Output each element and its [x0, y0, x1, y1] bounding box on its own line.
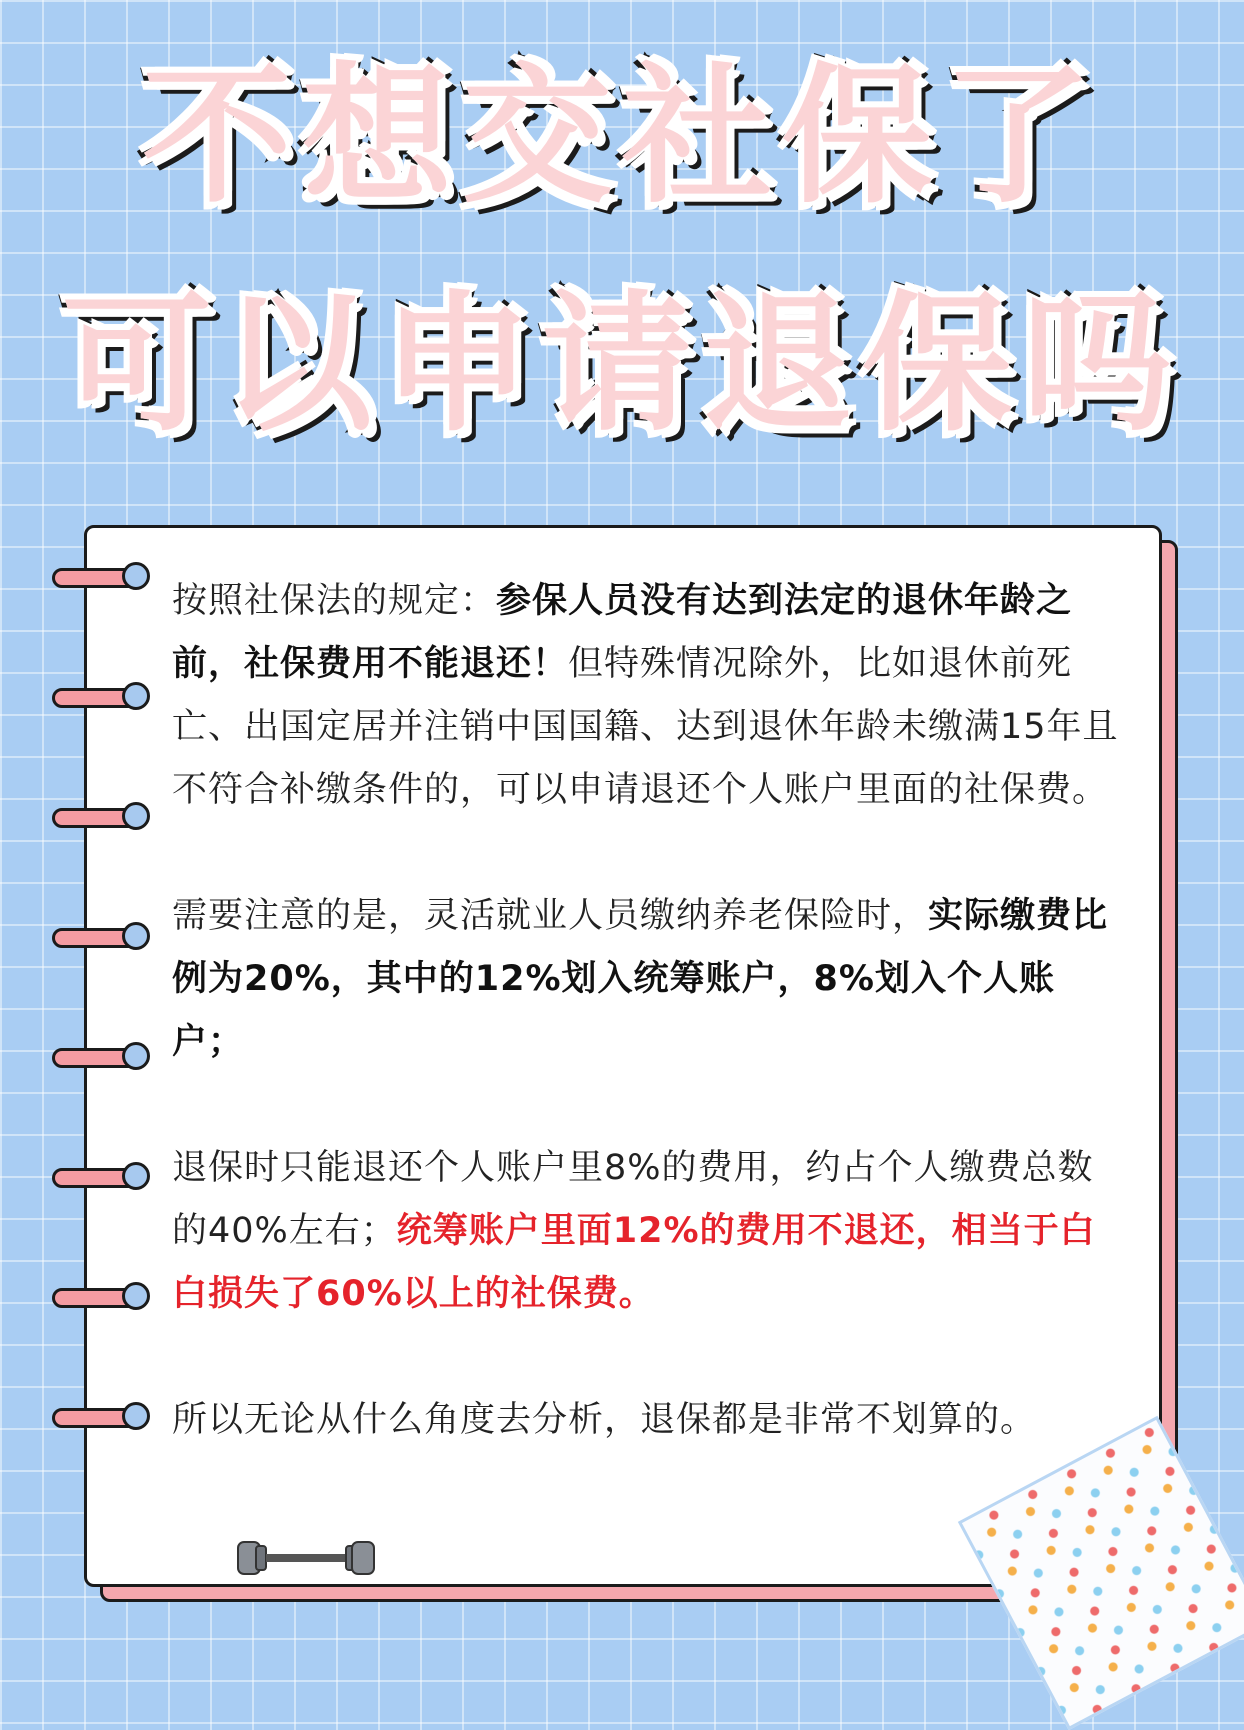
paragraph-text: 退保时只能退还个人账户里8%的费用，约占个人缴费总数的40%左右；	[172, 1148, 1094, 1251]
paragraph-legal-rule	[172, 570, 1122, 822]
title-line-2: 可以申请退保吗	[61, 278, 1182, 452]
bold-emphasis: 实际缴费比例为20%，其中的12%划入统筹账户，8%划入个人账户；	[172, 896, 1109, 1062]
binder-ring-icon	[52, 1402, 148, 1428]
paragraph-text: 但特殊情况除外，比如退休前死亡、出国定居并注销中国国籍、达到退休年龄未缴满15年且不符合补缴条件的，可以申请退还个人账户里面的社保费。	[172, 644, 1119, 810]
binder-ring-icon	[52, 1042, 148, 1068]
paragraph-refund-loss	[172, 1137, 1122, 1326]
paragraph-contribution-ratio	[172, 885, 1122, 1074]
dumbbell-icon	[236, 1538, 376, 1578]
binder-ring-icon	[52, 922, 148, 948]
paragraph-text: 按照社保法的规定：	[172, 581, 497, 621]
binder-ring-icon	[52, 1282, 148, 1308]
article-body	[172, 570, 1122, 1515]
red-emphasis: 统筹账户里面12%的费用不退还，相当于白白损失了60%以上的社保费。	[172, 1211, 1096, 1314]
binder-ring-icon	[52, 562, 148, 588]
bold-emphasis: 参保人员没有达到法定的退休年龄之前，社保费用不能退还！	[172, 581, 1073, 684]
paragraph-text: 需要注意的是，灵活就业人员缴纳养老保险时，	[172, 896, 929, 936]
paragraph-conclusion	[172, 1389, 1122, 1452]
title-line-1: 不想交社保了	[141, 50, 1102, 224]
binder-ring-icon	[52, 1162, 148, 1188]
binder-ring-icon	[52, 802, 148, 828]
paragraph-text: 所以无论从什么角度去分析，退保都是非常不划算的。	[172, 1400, 1037, 1440]
binder-ring-icon	[52, 682, 148, 708]
